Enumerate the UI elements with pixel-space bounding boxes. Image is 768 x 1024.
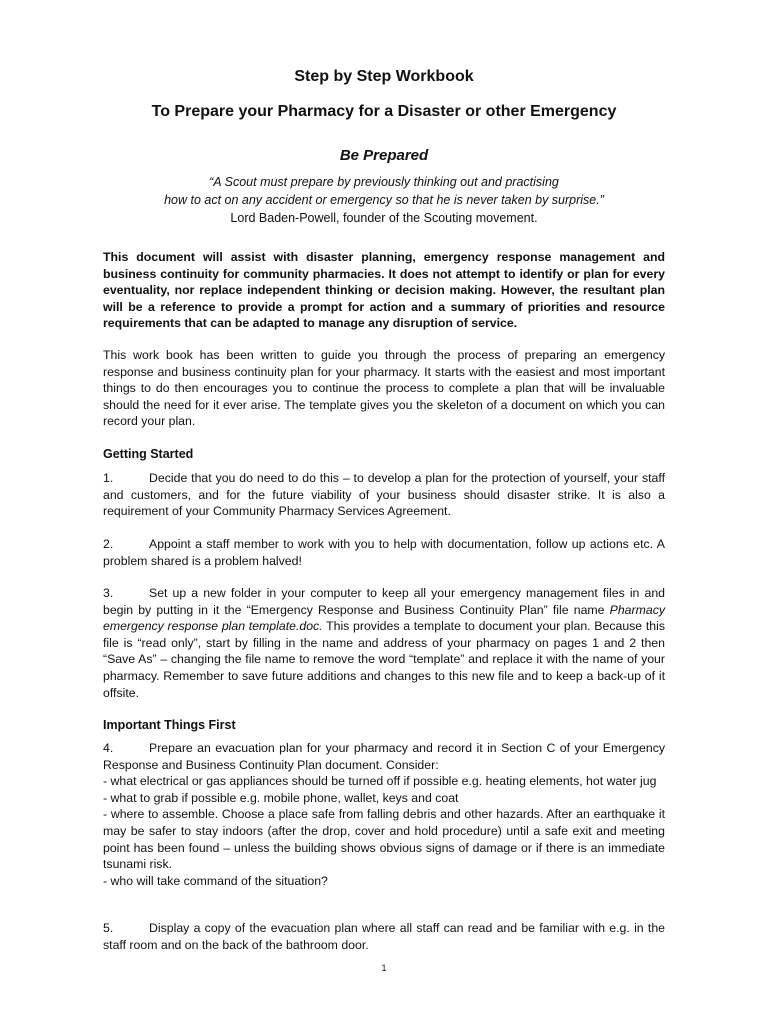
list-item-5 xyxy=(103,920,665,953)
item-number: 5. xyxy=(103,921,114,935)
bullet-command: - who will take command of the situation? xyxy=(103,873,328,888)
document-subtitle: To Prepare your Pharmacy for a Disaster or other Emergency xyxy=(151,103,617,120)
bullet-appliances: - what electrical or gas appliances should be turned off if possible e.g. heating elements, hot water jug xyxy=(103,774,657,789)
quote xyxy=(0,173,768,209)
motto: Be Prepared xyxy=(339,147,429,164)
item-text: Display a copy of the evacuation plan where all staff can read and be familiar with e.g. in the staff room and on the back of the bathroom door. xyxy=(103,921,665,952)
item-number: 3. xyxy=(103,586,114,600)
list-item-3 xyxy=(103,585,665,701)
page-number: 1 xyxy=(381,963,387,973)
item-number: 2. xyxy=(103,537,114,551)
item-text: Appoint a staff member to work with you to help with documentation, follow up actions etc. A problem shared is a problem halved! xyxy=(103,537,665,568)
template-filename: Pharmacy emergency response plan template.doc. xyxy=(103,602,665,634)
list-item-1 xyxy=(103,470,665,520)
list-item-4 xyxy=(103,740,665,889)
quote-line-1: “A Scout must prepare by previously thinking out and practising xyxy=(209,175,559,189)
quote-attribution: Lord Baden-Powell, founder of the Scouting movement. xyxy=(230,211,538,225)
item-number: 4. xyxy=(103,741,114,755)
bullet-grab: - what to grab if possible e.g. mobile phone, wallet, keys and coat xyxy=(103,790,459,805)
section-heading-important-things: Important Things First xyxy=(103,718,236,732)
quote-line-2: how to act on any accident or emergency so that he is never taken by surprise.” xyxy=(164,193,604,207)
intro-paragraph: This work book has been written to guide you through the process of preparing an emergency response and business continuity plan for your pharmacy. It starts with the easiest and most important things to do then encourages you to continue the process to complete a plan that will be invaluable should the need for it ever arise. The template gives you the skeleton of a document on which you can record your plan. xyxy=(103,348,665,429)
item-number: 1. xyxy=(103,471,114,485)
document-title: Step by Step Workbook xyxy=(294,68,474,85)
item-text: Prepare an evacuation plan for your pharmacy and record it in Section C of your Emergency Response and Business Continuity Plan document. Consider: xyxy=(103,741,665,772)
item-text-continued: This provides a template to document your plan. Because this file is “read only”, start by filling in the name and address of your pharmacy on pages 1 and 2 then “Save As” – changing the file name to remove the word “template” and replace it with the name of your pharmacy. Remember to save future additions and changes to this new file and to keep a back-up of it offsite. xyxy=(103,619,665,700)
section-heading-getting-started: Getting Started xyxy=(103,447,194,461)
item-text: Set up a new folder in your computer to keep all your emergency management files in and begin by putting in it the “Emergency Response and Business Continuity Plan” file name xyxy=(103,586,665,617)
item-text: Decide that you do need to do this – to develop a plan for the protection of yourself, your staff and customers, and for the future viability of your business should disaster strike. It is also a requirement of your Community Pharmacy Services Agreement. xyxy=(103,471,665,519)
intro-bold-paragraph: This document will assist with disaster planning, emergency response management and business continuity for community pharmacies. It does not attempt to identify or plan for every eventuality, nor replace independent thinking or decision making. However, the resultant plan will be a reference to provide a prompt for action and a summary of priorities and resource requirements that can be adapted to manage any disruption of service. xyxy=(103,250,665,331)
bullet-assemble: - where to assemble. Choose a place safe from falling debris and other hazards. After an earthquake it may be safer to stay indoors (after the drop, cover and hold procedure) until a safe exit and meeting point has been found – unless the building shows obvious signs of damage or if there is an immediate tsunami risk. xyxy=(103,807,665,872)
list-item-2 xyxy=(103,536,665,569)
